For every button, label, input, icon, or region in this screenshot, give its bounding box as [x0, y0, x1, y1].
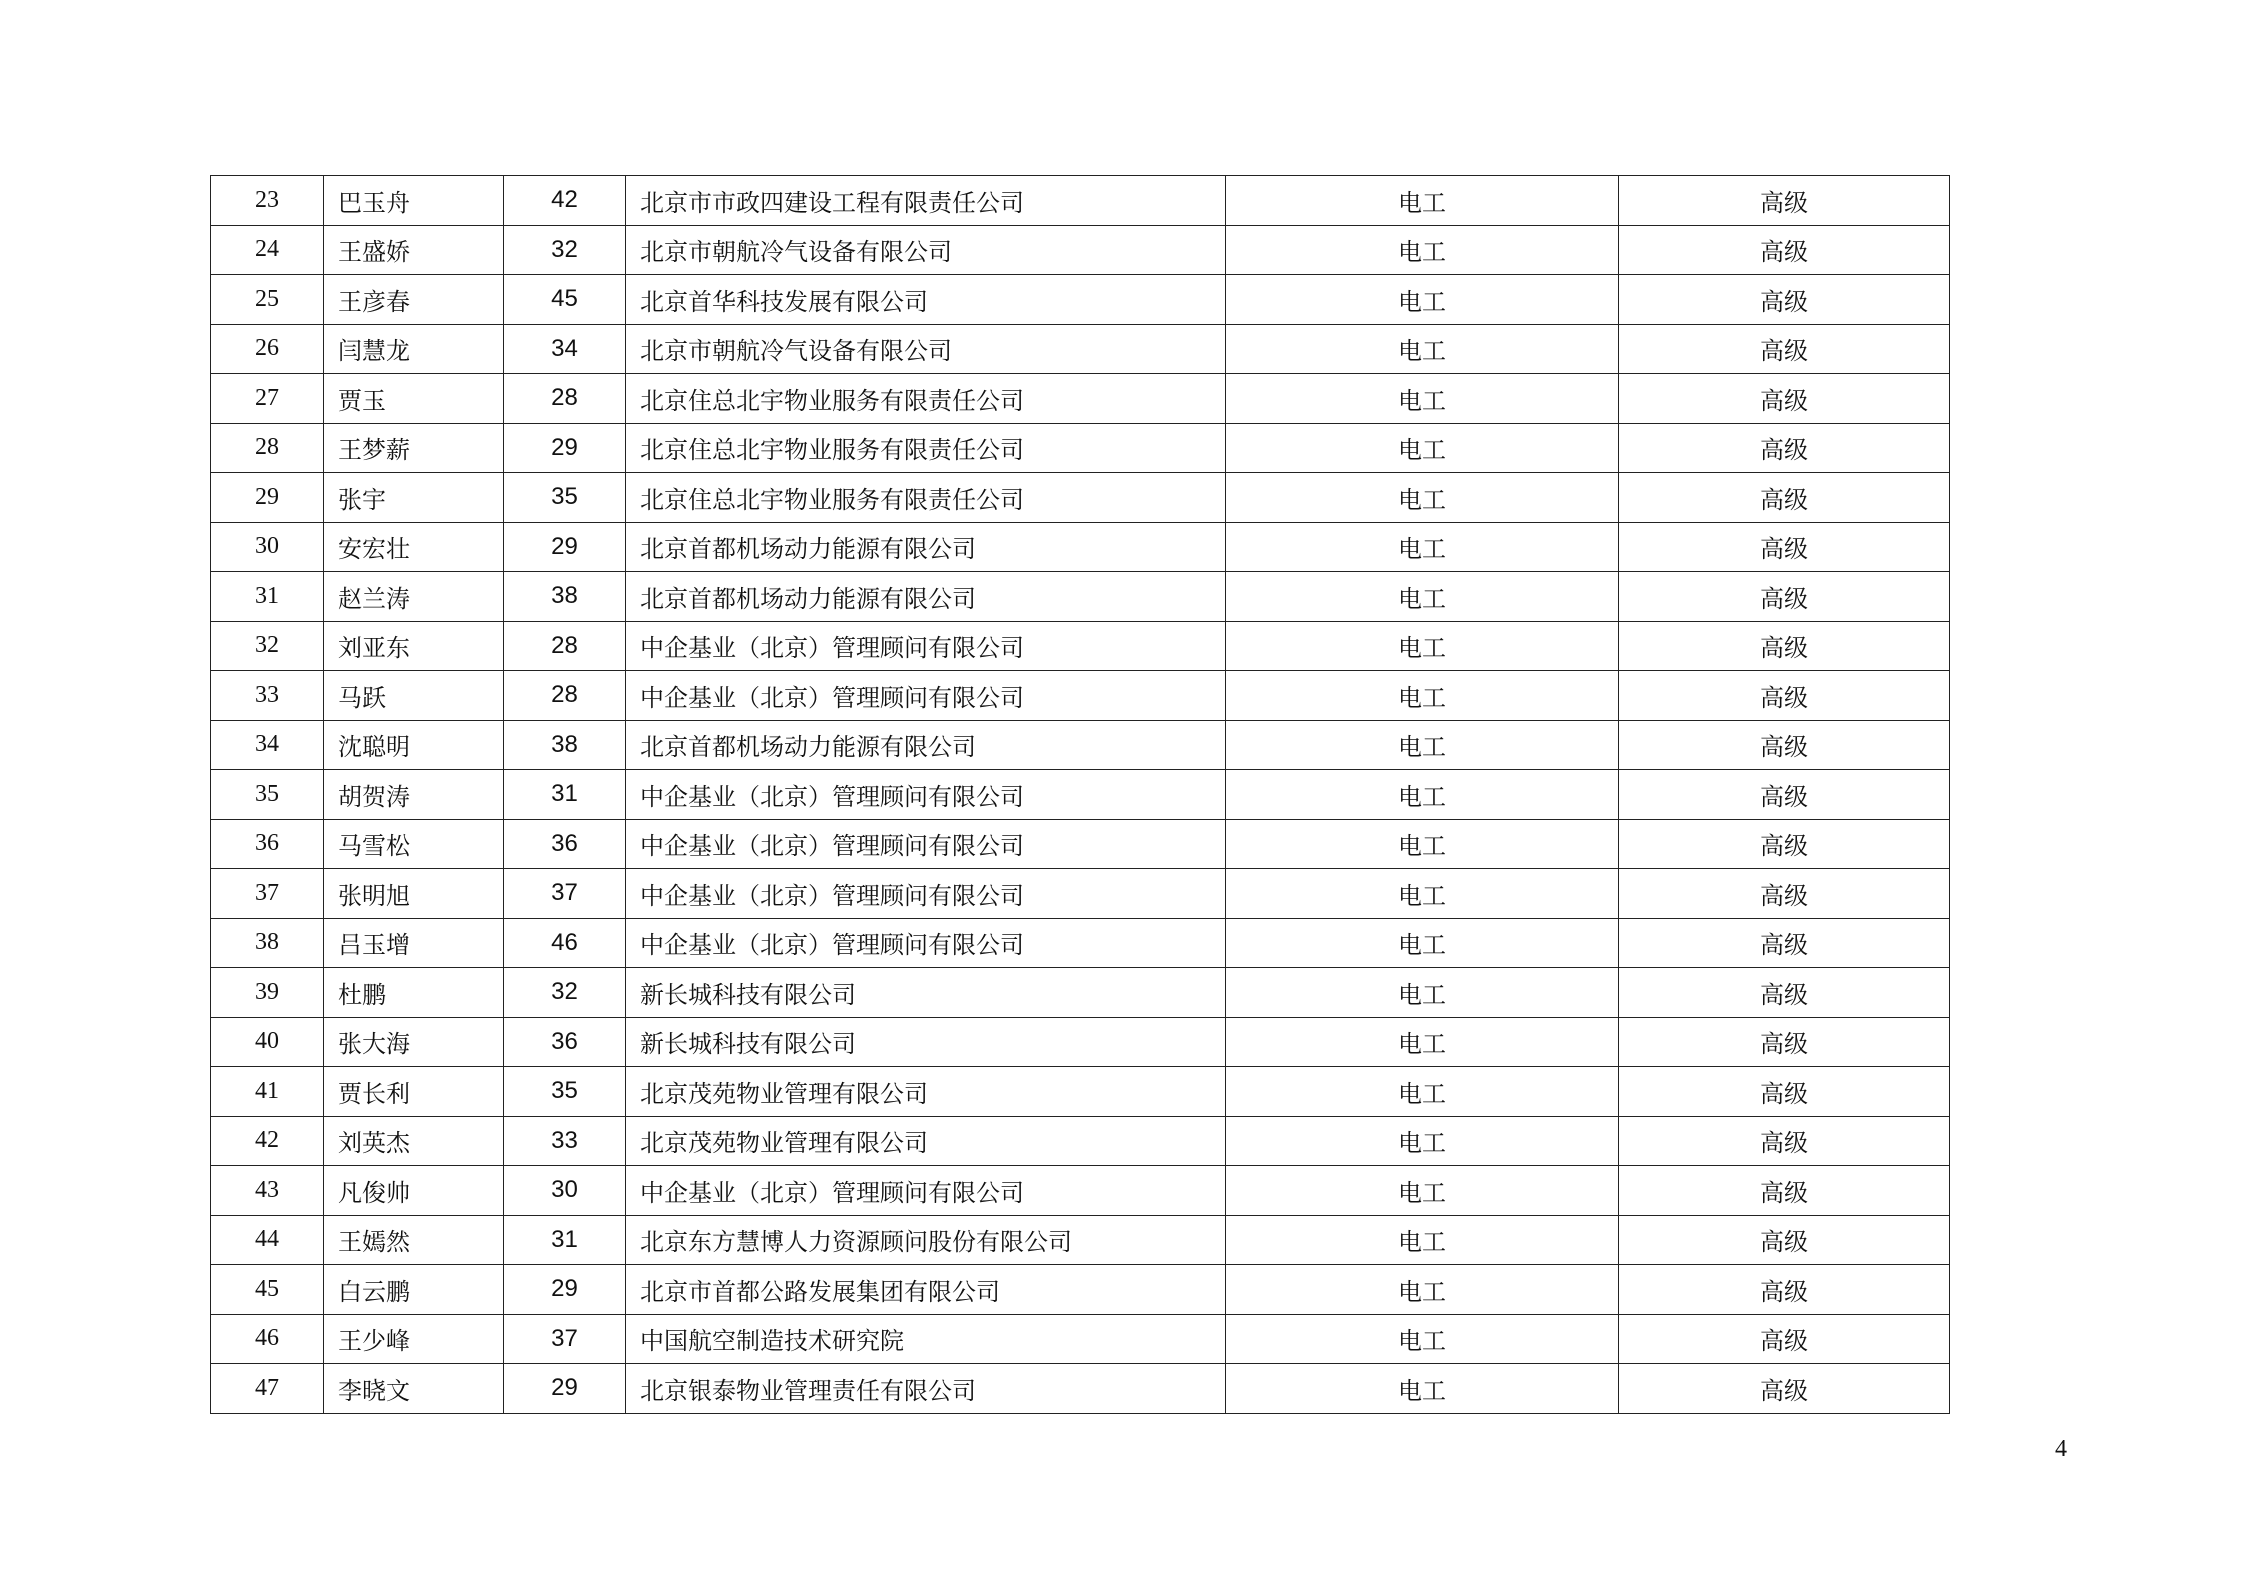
- skill-level-cell: 高级: [1619, 473, 1950, 523]
- company-name-cell: 北京市首都公路发展集团有限公司: [626, 1265, 1226, 1315]
- table-row: [211, 1314, 1950, 1364]
- row-number-cell: 30: [211, 522, 324, 572]
- person-name-cell: 安宏壮: [324, 522, 504, 572]
- job-type-cell: 电工: [1226, 423, 1619, 473]
- skill-level-cell: 高级: [1619, 1116, 1950, 1166]
- table-row: [211, 324, 1950, 374]
- job-type-cell: 电工: [1226, 1314, 1619, 1364]
- job-type-cell: 电工: [1226, 869, 1619, 919]
- table-row: [211, 176, 1950, 226]
- person-age-cell: 35: [504, 473, 626, 523]
- job-type-cell: 电工: [1226, 968, 1619, 1018]
- company-name-cell: 北京银泰物业管理责任有限公司: [626, 1364, 1226, 1414]
- company-name-cell: 北京住总北宇物业服务有限责任公司: [626, 423, 1226, 473]
- person-name-cell: 张大海: [324, 1017, 504, 1067]
- skill-level-cell: 高级: [1619, 572, 1950, 622]
- table-row: [211, 1017, 1950, 1067]
- table-row: [211, 621, 1950, 671]
- table-row: [211, 819, 1950, 869]
- job-type-cell: 电工: [1226, 1116, 1619, 1166]
- skill-level-cell: 高级: [1619, 1314, 1950, 1364]
- person-age-cell: 30: [504, 1166, 626, 1216]
- person-name-cell: 王彦春: [324, 275, 504, 325]
- roster-table: [210, 175, 1950, 1414]
- company-name-cell: 中企基业（北京）管理顾问有限公司: [626, 918, 1226, 968]
- person-age-cell: 34: [504, 324, 626, 374]
- person-age-cell: 33: [504, 1116, 626, 1166]
- row-number-cell: 34: [211, 720, 324, 770]
- row-number-cell: 27: [211, 374, 324, 424]
- job-type-cell: 电工: [1226, 671, 1619, 721]
- person-age-cell: 28: [504, 374, 626, 424]
- person-name-cell: 闫慧龙: [324, 324, 504, 374]
- person-name-cell: 吕玉增: [324, 918, 504, 968]
- job-type-cell: 电工: [1226, 275, 1619, 325]
- row-number-cell: 24: [211, 225, 324, 275]
- company-name-cell: 中国航空制造技术研究院: [626, 1314, 1226, 1364]
- table-row: [211, 1116, 1950, 1166]
- person-name-cell: 王少峰: [324, 1314, 504, 1364]
- table-row: [211, 1364, 1950, 1414]
- row-number-cell: 23: [211, 176, 324, 226]
- job-type-cell: 电工: [1226, 819, 1619, 869]
- table-row: [211, 1067, 1950, 1117]
- company-name-cell: 中企基业（北京）管理顾问有限公司: [626, 1166, 1226, 1216]
- person-age-cell: 42: [504, 176, 626, 226]
- row-number-cell: 40: [211, 1017, 324, 1067]
- person-age-cell: 29: [504, 423, 626, 473]
- company-name-cell: 北京住总北宇物业服务有限责任公司: [626, 374, 1226, 424]
- person-age-cell: 36: [504, 1017, 626, 1067]
- company-name-cell: 中企基业（北京）管理顾问有限公司: [626, 770, 1226, 820]
- person-name-cell: 杜鹏: [324, 968, 504, 1018]
- row-number-cell: 42: [211, 1116, 324, 1166]
- job-type-cell: 电工: [1226, 1166, 1619, 1216]
- row-number-cell: 26: [211, 324, 324, 374]
- table-row: [211, 918, 1950, 968]
- row-number-cell: 35: [211, 770, 324, 820]
- row-number-cell: 41: [211, 1067, 324, 1117]
- row-number-cell: 47: [211, 1364, 324, 1414]
- person-age-cell: 32: [504, 968, 626, 1018]
- table-row: [211, 1265, 1950, 1315]
- skill-level-cell: 高级: [1619, 225, 1950, 275]
- company-name-cell: 中企基业（北京）管理顾问有限公司: [626, 621, 1226, 671]
- row-number-cell: 39: [211, 968, 324, 1018]
- person-age-cell: 35: [504, 1067, 626, 1117]
- person-age-cell: 38: [504, 572, 626, 622]
- person-name-cell: 贾长利: [324, 1067, 504, 1117]
- row-number-cell: 32: [211, 621, 324, 671]
- table-row: [211, 572, 1950, 622]
- person-age-cell: 29: [504, 1364, 626, 1414]
- company-name-cell: 北京首都机场动力能源有限公司: [626, 572, 1226, 622]
- company-name-cell: 北京茂苑物业管理有限公司: [626, 1067, 1226, 1117]
- person-age-cell: 29: [504, 522, 626, 572]
- person-age-cell: 31: [504, 1215, 626, 1265]
- person-age-cell: 37: [504, 1314, 626, 1364]
- person-age-cell: 32: [504, 225, 626, 275]
- skill-level-cell: 高级: [1619, 1364, 1950, 1414]
- skill-level-cell: 高级: [1619, 671, 1950, 721]
- page-number: 4: [2055, 1436, 2067, 1462]
- row-number-cell: 28: [211, 423, 324, 473]
- job-type-cell: 电工: [1226, 225, 1619, 275]
- skill-level-cell: 高级: [1619, 522, 1950, 572]
- person-name-cell: 王嫣然: [324, 1215, 504, 1265]
- job-type-cell: 电工: [1226, 324, 1619, 374]
- company-name-cell: 北京首华科技发展有限公司: [626, 275, 1226, 325]
- table-row: [211, 968, 1950, 1018]
- skill-level-cell: 高级: [1619, 720, 1950, 770]
- row-number-cell: 43: [211, 1166, 324, 1216]
- person-name-cell: 王盛娇: [324, 225, 504, 275]
- person-name-cell: 贾玉: [324, 374, 504, 424]
- company-name-cell: 北京茂苑物业管理有限公司: [626, 1116, 1226, 1166]
- person-name-cell: 白云鹏: [324, 1265, 504, 1315]
- job-type-cell: 电工: [1226, 522, 1619, 572]
- person-name-cell: 沈聪明: [324, 720, 504, 770]
- table-row: [211, 770, 1950, 820]
- job-type-cell: 电工: [1226, 176, 1619, 226]
- row-number-cell: 38: [211, 918, 324, 968]
- skill-level-cell: 高级: [1619, 770, 1950, 820]
- person-name-cell: 胡贺涛: [324, 770, 504, 820]
- person-name-cell: 张明旭: [324, 869, 504, 919]
- person-age-cell: 28: [504, 671, 626, 721]
- row-number-cell: 31: [211, 572, 324, 622]
- person-name-cell: 张宇: [324, 473, 504, 523]
- table-row: [211, 473, 1950, 523]
- skill-level-cell: 高级: [1619, 423, 1950, 473]
- skill-level-cell: 高级: [1619, 1215, 1950, 1265]
- person-age-cell: 36: [504, 819, 626, 869]
- person-name-cell: 凡俊帅: [324, 1166, 504, 1216]
- skill-level-cell: 高级: [1619, 1017, 1950, 1067]
- person-age-cell: 46: [504, 918, 626, 968]
- person-name-cell: 巴玉舟: [324, 176, 504, 226]
- row-number-cell: 36: [211, 819, 324, 869]
- table-row: [211, 522, 1950, 572]
- job-type-cell: 电工: [1226, 1265, 1619, 1315]
- job-type-cell: 电工: [1226, 918, 1619, 968]
- skill-level-cell: 高级: [1619, 918, 1950, 968]
- table-row: [211, 423, 1950, 473]
- row-number-cell: 29: [211, 473, 324, 523]
- company-name-cell: 北京市朝航冷气设备有限公司: [626, 225, 1226, 275]
- person-age-cell: 45: [504, 275, 626, 325]
- person-name-cell: 马跃: [324, 671, 504, 721]
- job-type-cell: 电工: [1226, 1364, 1619, 1414]
- person-name-cell: 李晓文: [324, 1364, 504, 1414]
- skill-level-cell: 高级: [1619, 374, 1950, 424]
- skill-level-cell: 高级: [1619, 1166, 1950, 1216]
- table-row: [211, 1166, 1950, 1216]
- row-number-cell: 44: [211, 1215, 324, 1265]
- person-age-cell: 37: [504, 869, 626, 919]
- table-row: [211, 1215, 1950, 1265]
- skill-level-cell: 高级: [1619, 176, 1950, 226]
- table-row: [211, 225, 1950, 275]
- company-name-cell: 北京住总北宇物业服务有限责任公司: [626, 473, 1226, 523]
- job-type-cell: 电工: [1226, 572, 1619, 622]
- person-age-cell: 38: [504, 720, 626, 770]
- person-name-cell: 王梦薪: [324, 423, 504, 473]
- company-name-cell: 北京首都机场动力能源有限公司: [626, 522, 1226, 572]
- person-name-cell: 赵兰涛: [324, 572, 504, 622]
- person-age-cell: 29: [504, 1265, 626, 1315]
- job-type-cell: 电工: [1226, 770, 1619, 820]
- row-number-cell: 46: [211, 1314, 324, 1364]
- person-name-cell: 刘英杰: [324, 1116, 504, 1166]
- row-number-cell: 45: [211, 1265, 324, 1315]
- person-name-cell: 刘亚东: [324, 621, 504, 671]
- skill-level-cell: 高级: [1619, 324, 1950, 374]
- skill-level-cell: 高级: [1619, 869, 1950, 919]
- person-name-cell: 马雪松: [324, 819, 504, 869]
- job-type-cell: 电工: [1226, 1215, 1619, 1265]
- skill-level-cell: 高级: [1619, 1265, 1950, 1315]
- job-type-cell: 电工: [1226, 1067, 1619, 1117]
- company-name-cell: 北京市朝航冷气设备有限公司: [626, 324, 1226, 374]
- table-row: [211, 869, 1950, 919]
- row-number-cell: 37: [211, 869, 324, 919]
- company-name-cell: 北京东方慧博人力资源顾问股份有限公司: [626, 1215, 1226, 1265]
- job-type-cell: 电工: [1226, 374, 1619, 424]
- skill-level-cell: 高级: [1619, 1067, 1950, 1117]
- job-type-cell: 电工: [1226, 1017, 1619, 1067]
- table-row: [211, 671, 1950, 721]
- roster-table-body: [211, 176, 1950, 1414]
- table-row: [211, 275, 1950, 325]
- skill-level-cell: 高级: [1619, 819, 1950, 869]
- person-age-cell: 28: [504, 621, 626, 671]
- job-type-cell: 电工: [1226, 621, 1619, 671]
- company-name-cell: 中企基业（北京）管理顾问有限公司: [626, 671, 1226, 721]
- company-name-cell: 中企基业（北京）管理顾问有限公司: [626, 819, 1226, 869]
- company-name-cell: 新长城科技有限公司: [626, 968, 1226, 1018]
- company-name-cell: 北京首都机场动力能源有限公司: [626, 720, 1226, 770]
- company-name-cell: 新长城科技有限公司: [626, 1017, 1226, 1067]
- skill-level-cell: 高级: [1619, 621, 1950, 671]
- table-row: [211, 720, 1950, 770]
- person-age-cell: 31: [504, 770, 626, 820]
- table-row: [211, 374, 1950, 424]
- skill-level-cell: 高级: [1619, 275, 1950, 325]
- company-name-cell: 北京市市政四建设工程有限责任公司: [626, 176, 1226, 226]
- job-type-cell: 电工: [1226, 720, 1619, 770]
- row-number-cell: 33: [211, 671, 324, 721]
- row-number-cell: 25: [211, 275, 324, 325]
- skill-level-cell: 高级: [1619, 968, 1950, 1018]
- company-name-cell: 中企基业（北京）管理顾问有限公司: [626, 869, 1226, 919]
- job-type-cell: 电工: [1226, 473, 1619, 523]
